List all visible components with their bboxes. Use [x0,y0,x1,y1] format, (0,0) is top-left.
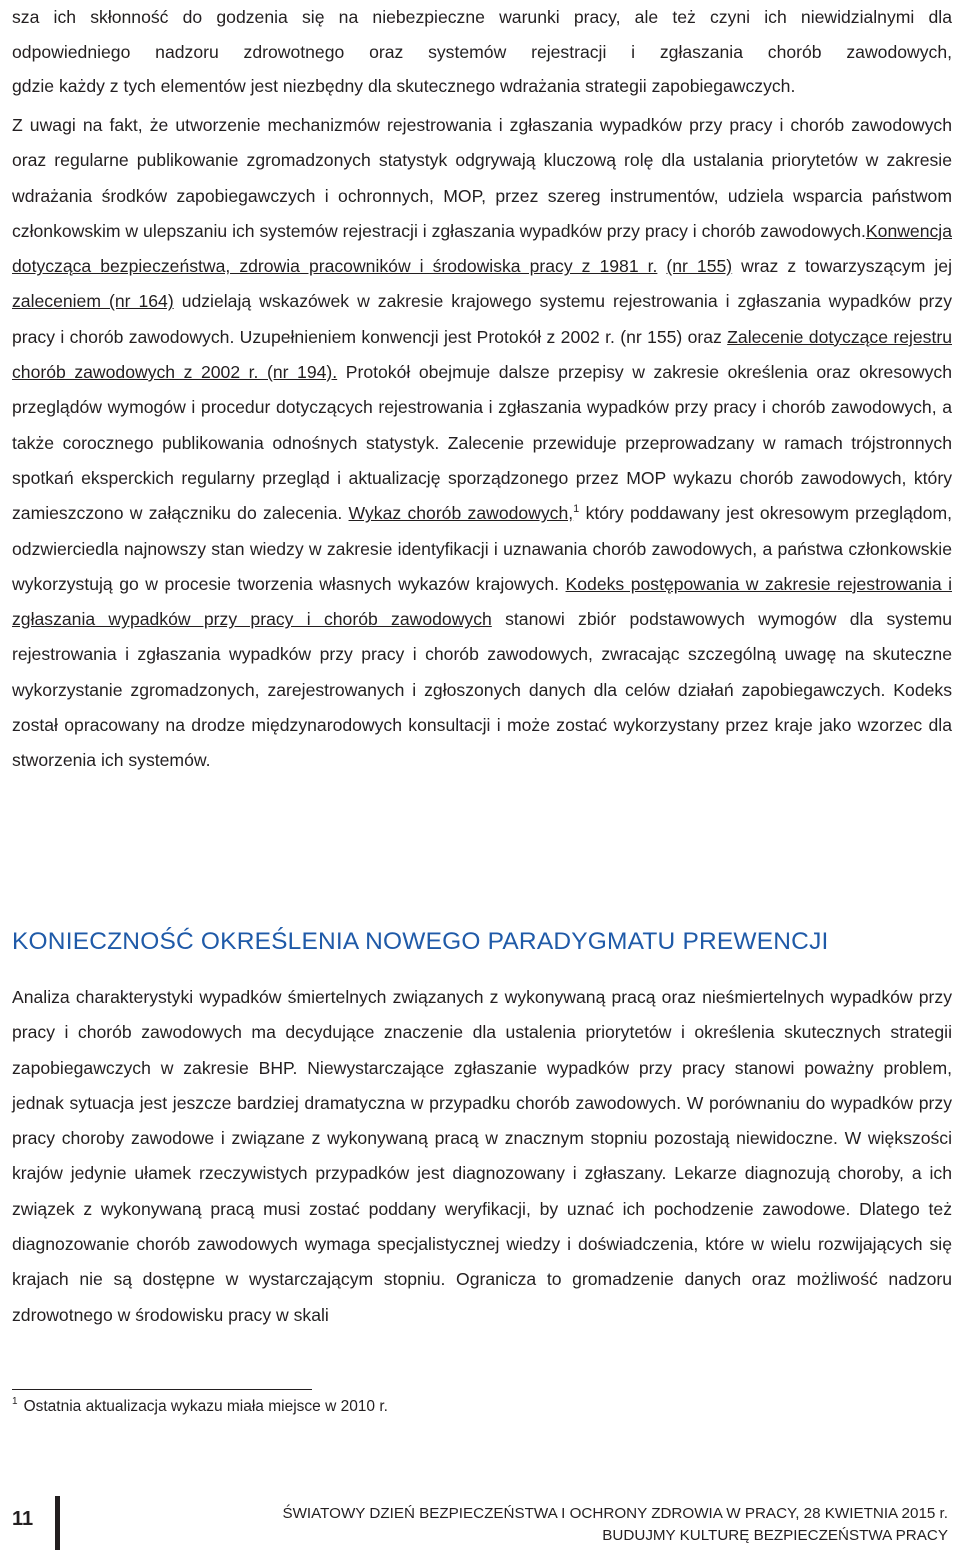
convention-link[interactable]: Konwencja dotycząca bezpieczeństwa, zdrowia pracowników i środowiska pracy z 1981 r. [12,220,952,277]
footnote-number: 1 [12,1396,18,1407]
code-of-practice-link[interactable]: Kodeks postępowania w zakresie rejestrowania i zgłaszania wypadków przy pracy i chorób zawodowych [12,573,952,630]
registration-paragraph [12,108,952,779]
intro-line: gdzie każdy z tych elementów jest niezbędny dla skutecznego wdrażania strategii zapobiegawczych. [12,76,796,96]
footer-divider [55,1496,60,1550]
footnote-divider [12,1389,312,1390]
footer [282,1503,948,1547]
paragraph-text: udzielają wskazówek w zakresie krajowego systemu rejestrowania i zgłaszania wypadków przy pracy i chorób zawodowych. Uzupełnieniem konwencji jest Protokół z 2002 r. (nr 155) oraz [12,291,952,347]
disease-list-link[interactable]: Wykaz chorób zawodowych, [348,503,574,524]
footnote-text: Ostatnia aktualizacja wykazu miała miejsce w 2010 r. [23,1398,388,1415]
recommendation-link[interactable]: zaleceniem (nr 164) [12,291,174,312]
footnote [12,1398,388,1416]
paragraph-text: który poddawany jest okresowym przeglądom, odzwierciedla najnowszy stan wiedzy w zakresie identyfikacji i uznawania chorób zawodowych, a państwa członkowskie wykorzystują go w procesie tworzenia własnych wykazów krajowych. [12,503,952,594]
paragraph-text: Z uwagi na fakt, że utworzenie mechanizmów rejestrowania i zgłaszania wypadków przy pracy i chorób zawodowych oraz regularne publikowanie zgromadzonych statystyk odgrywają kluczową rolę dla ustalania priorytetów w zakresie wdrażania środków zapobiegawczych i ochronnych, MOP, przez szereg instrumentów, udziela wsparcia państwom członkowskim w ulepszaniu ich systemów rejestracji i zgłaszania wypadków przy pracy i chorób zawodowych. [12,115,952,241]
paragraph-text: stanowi zbiór podstawowych wymogów dla systemu rejestrowania i zgłaszania wypadków przy pracy i chorób zawodowych, zwracając szczególną uwagę na skuteczne wykorzystanie zgromadzonych, zarejestrowanych i zgłoszonych danych dla celów działań zapobiegawczych. Kodeks został opracowany na drodze międzynarodowych konsultacji i może zostać wykorzystany przez kraje jako wzorzec dla stworzenia ich systemów. [12,609,953,771]
registry-recommendation-link[interactable]: Zalecenie dotyczące rejestru chorób zawodowych z 2002 r. (nr 194). [12,326,952,383]
footer-slogan: BUDUJMY KULTURĘ BEZPIECZEŃSTWA PRACY [602,1527,948,1544]
intro-line: odpowiedniego nadzoru zdrowotnego oraz systemów rejestracji i zgłaszania chorób zawodowych, [12,41,952,62]
convention-number-link[interactable]: (nr 155) [666,256,733,277]
intro-paragraph [12,0,952,104]
paragraph-text: wraz z towarzyszącym jej [732,256,952,277]
section-heading: KONIECZNOŚĆ OKREŚLENIA NOWEGO PARADYGMATU PREWENCJI [12,928,829,955]
intro-line: sza ich skłonność do godzenia się na niebezpieczne warunki pracy, ale też czyni ich niewidzialnymi dla [12,7,952,27]
footer-event-title: ŚWIATOWY DZIEŃ BEZPIECZEŃSTWA I OCHRONY ZDROWIA W PRACY, 28 KWIETNIA 2015 r. [282,1505,948,1522]
paragraph-text: Protokół obejmuje dalsze przepisy w zakresie określenia oraz okresowych przeglądów wymogów i procedur dotyczących rejestrowania i zgłaszania wypadków przy pracy i chorób zawodowych, a także corocznego publikowania odnośnych statystyk. Zalecenie przewiduje przeprowadzany w ramach trójstronnych spotkań eksperckich regularny przegląd i aktualizację sporządzonego przez MOP wykazu chorób zawodowych, który zamieszczono w załączniku do zalecenia. [12,362,952,524]
footnote-reference[interactable]: 1 [573,503,580,516]
paradigm-paragraph: Analiza charakterystyki wypadków śmiertelnych związanych z wykonywaną pracą oraz nieśmiertelnych wypadków przy pracy i chorób zawodowych ma decydujące znaczenie dla ustalenia priorytetów i określenia skutecznych strategii zapobiegawczych w zakresie BHP. Niewystarczające zgłaszanie wypadków przy pracy stanowi poważny problem, jednak sytuacja jest jeszcze bardziej dramatyczna w przypadku chorób zawodowych. W porównaniu do wypadków przy pracy choroby zawodowe i związane z wykonywaną pracą w znacznym stopniu pozostają niewidoczne. W większości krajów jedynie ułamek rzeczywistych przypadków jest diagnozowany i zgłaszany. Lekarze diagnozują choroby, a ich związek z wykonywaną pracą musi zostać poddany weryfikacji, by uznać ich pochodzenie zawodowe. Dlatego też diagnozowanie chorób zawodowych wymaga specjalistycznej wiedzy i doświadczenia, które w wielu rozwijających się krajach nie są dostępne w wystarczającym stopniu. Ogranicza to gromadzenie danych oraz możliwość nadzoru zdrowotnego w środowisku pracy w skali [12,987,952,1325]
page-number: 11 [12,1508,34,1530]
